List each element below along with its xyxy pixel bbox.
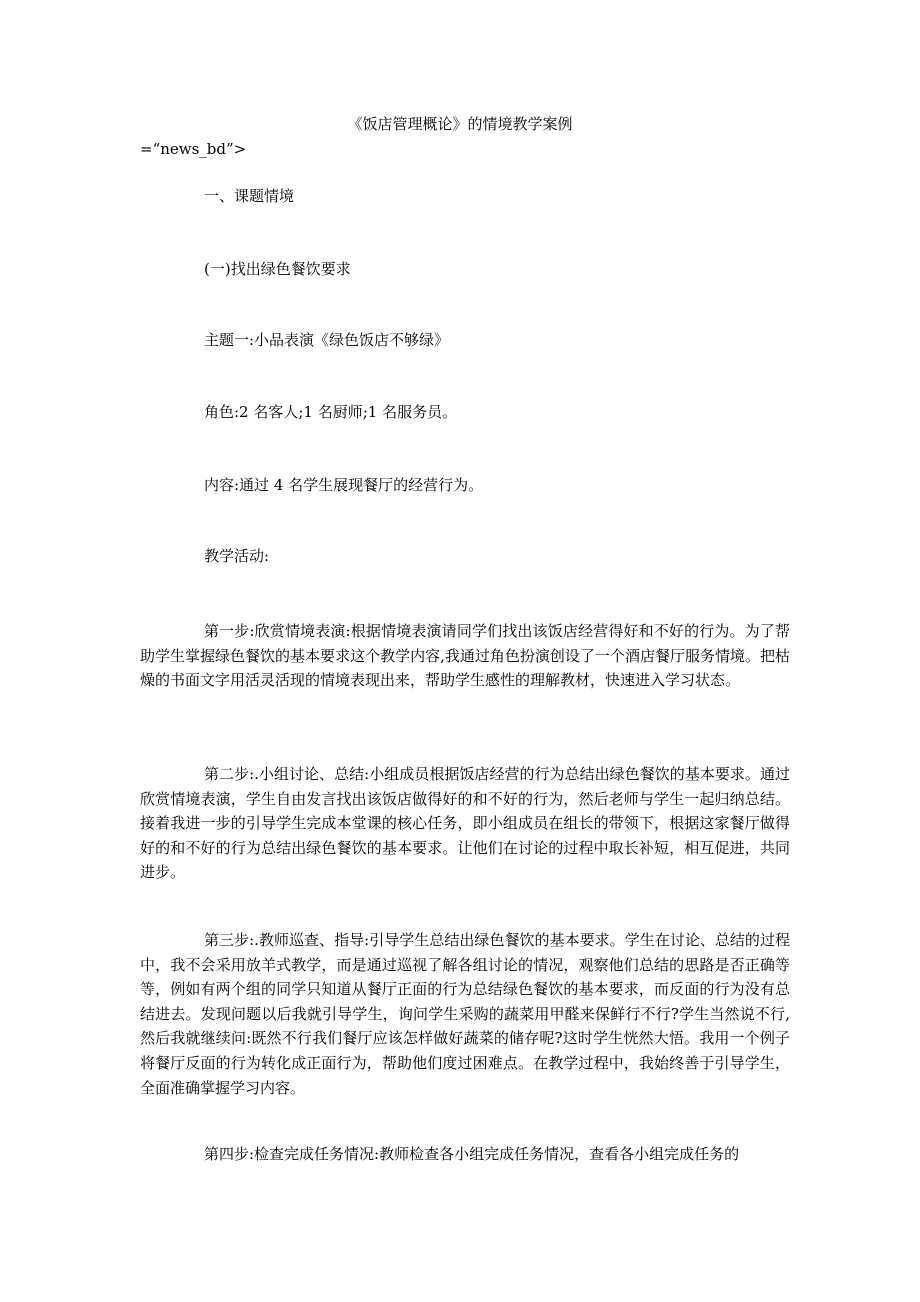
- step-4-paragraph: 第四步:检查完成任务情况:教师检查各小组完成任务情况，查看各小组完成任务的: [204, 1145, 740, 1163]
- step-2-paragraph: 第二步:.小组讨论、总结:小组成员根据饭店经营的行为总结出绿色餐饮的基本要求。通过欣赏情境表演，学生自由发言找出该饭店做得好的和不好的行为，然后老师与学生一起归纳总结。接着我进一步的引导学生完成本堂课的核心任务，即小组成员在组长的带领下，根据这家餐厅做得好的和不好的行为总结出绿色餐饮的基本要求。让他们在讨论的过程中取长补短，相互促进，共同进步。: [140, 765, 790, 882]
- step-1-paragraph: 第一步:欣赏情境表演:根据情境表演请同学们找出该饭店经营得好和不好的行为。为了帮助学生掌握绿色餐饮的基本要求这个教学内容,我通过角色扮演创设了一个酒店餐厅服务情境。把枯燥的书面文字用活灵活现的情境表现出来，帮助学生感性的理解教材，快速进入学习状态。: [140, 622, 790, 690]
- document-title: 《饭店管理概论》的情境教学案例: [347, 115, 573, 133]
- roles-line: 角色:2 名客人;1 名厨师;1 名服务员。: [204, 403, 458, 421]
- step-3-paragraph: 第三步:.教师巡查、指导:引导学生总结出绿色餐饮的基本要求。学生在讨论、总结的过程中，我不会采用放羊式教学，而是通过巡视了解各组讨论的情况，观察他们总结的思路是否正确等等，例如有两个组的同学只知道从餐厅正面的行为总结绿色餐饮的基本要求，而反面的行为没有总结进去。发现问题以后我就引导学生，询问学生采购的蔬菜用甲醛来保鲜行不行?学生当然说不行,然后我就继续问:既然不行我们餐厅应该怎样做好蔬菜的储存呢?这时学生恍然大悟。我用一个例子将餐厅反面的行为转化成正面行为，帮助他们度过困难点。在教学过程中，我始终善于引导学生，全面准确掌握学习内容。: [140, 931, 790, 1097]
- activities-label: 教学活动:: [204, 547, 270, 565]
- theme-line: 主题一:小品表演《绿色饭店不够绿》: [204, 331, 450, 349]
- content-line: 内容:通过 4 名学生展现餐厅的经营行为。: [204, 476, 484, 494]
- html-fragment-text: =“news_bd”>: [140, 140, 247, 158]
- section-heading: 一、课题情境: [204, 187, 295, 205]
- subsection-heading: (一)找出绿色餐饮要求: [204, 260, 351, 278]
